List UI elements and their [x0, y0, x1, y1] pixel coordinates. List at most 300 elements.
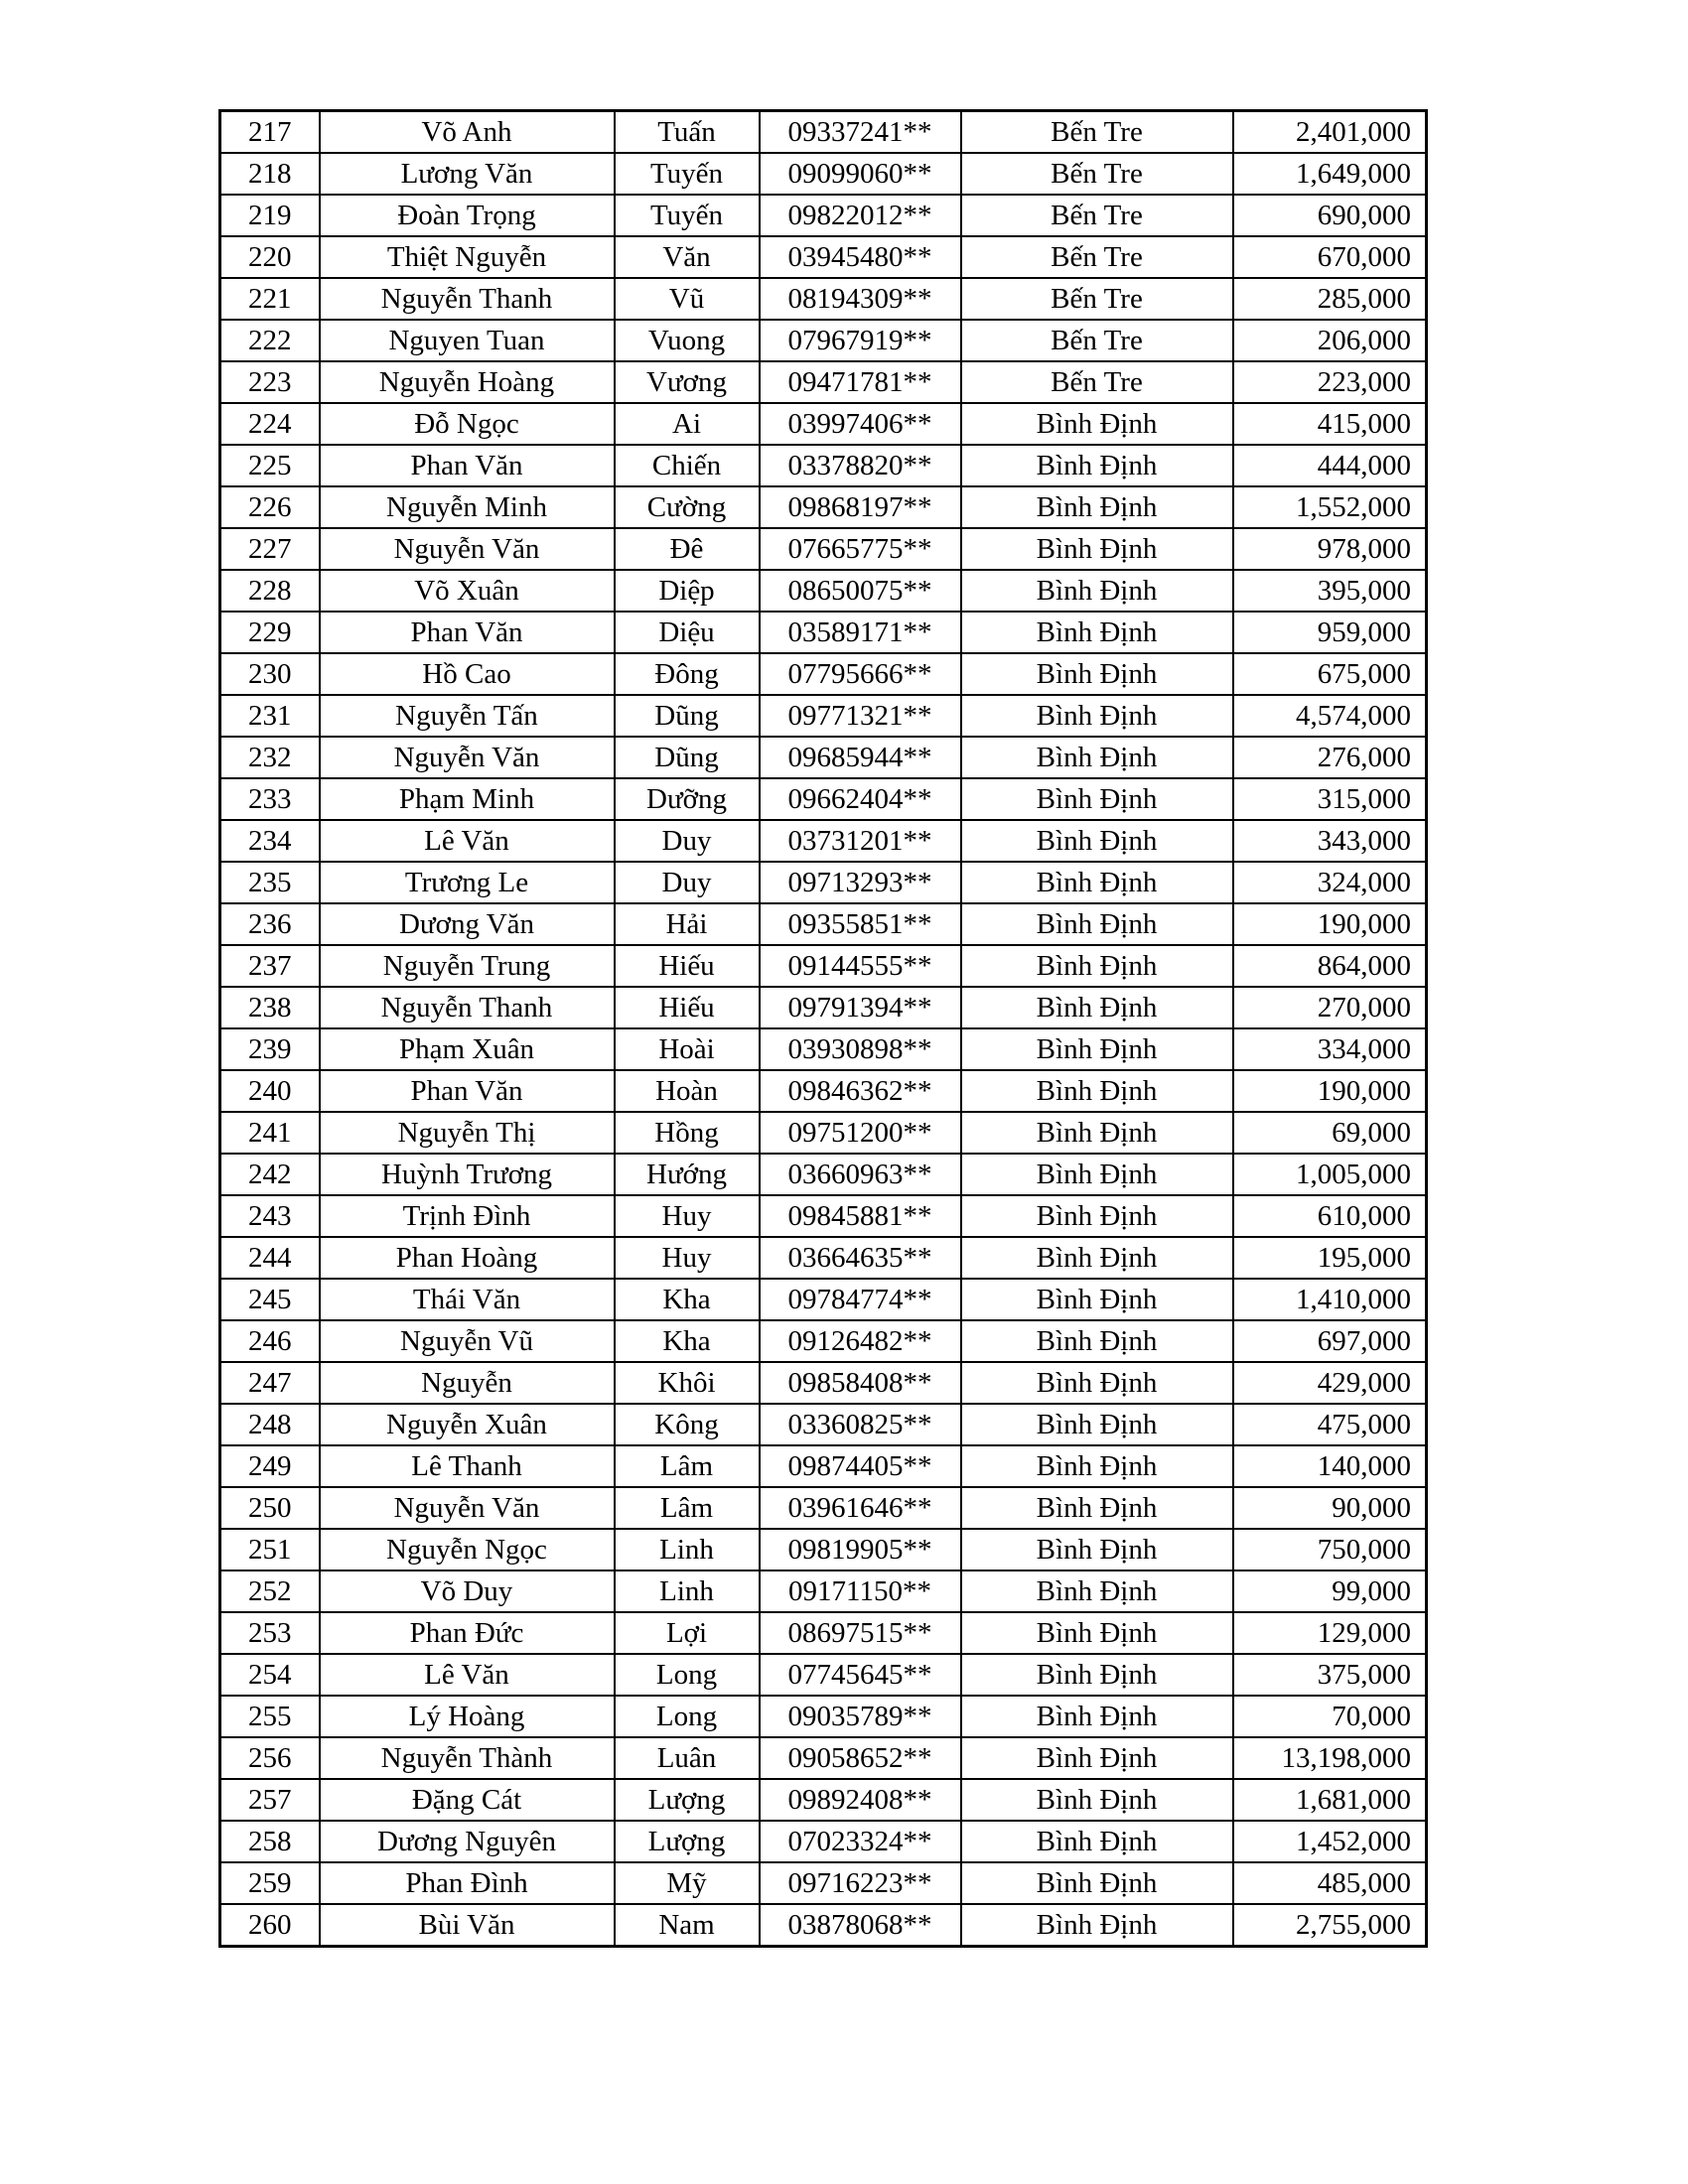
- given-name-cell: Hướng: [615, 1154, 760, 1195]
- phone-number-cell: 09171150**: [760, 1570, 961, 1612]
- phone-number-cell: 07023324**: [760, 1821, 961, 1862]
- province-cell: Bình Định: [961, 1195, 1233, 1237]
- family-middle-name-cell: Nguyễn Ngọc: [320, 1529, 615, 1570]
- family-middle-name-cell: Thái Văn: [320, 1279, 615, 1320]
- province-cell: Bình Định: [961, 1654, 1233, 1696]
- amount-cell: 1,452,000: [1233, 1821, 1427, 1862]
- row-number-cell: 242: [220, 1154, 320, 1195]
- amount-cell: 190,000: [1233, 903, 1427, 945]
- province-cell: Bến Tre: [961, 195, 1233, 236]
- row-number-cell: 252: [220, 1570, 320, 1612]
- row-number-cell: 246: [220, 1320, 320, 1362]
- amount-cell: 670,000: [1233, 236, 1427, 278]
- family-middle-name-cell: Võ Anh: [320, 111, 615, 154]
- family-middle-name-cell: Phan Văn: [320, 1070, 615, 1112]
- row-number-cell: 258: [220, 1821, 320, 1862]
- family-middle-name-cell: Lê Văn: [320, 1654, 615, 1696]
- amount-cell: 324,000: [1233, 862, 1427, 903]
- row-number-cell: 239: [220, 1028, 320, 1070]
- phone-number-cell: 09713293**: [760, 862, 961, 903]
- table-row: [220, 1862, 1427, 1904]
- province-cell: Bình Định: [961, 1487, 1233, 1529]
- phone-number-cell: 09874405**: [760, 1445, 961, 1487]
- family-middle-name-cell: Lê Văn: [320, 820, 615, 862]
- phone-number-cell: 09337241**: [760, 111, 961, 154]
- amount-cell: 375,000: [1233, 1654, 1427, 1696]
- row-number-cell: 249: [220, 1445, 320, 1487]
- amount-cell: 1,005,000: [1233, 1154, 1427, 1195]
- phone-number-cell: 09892408**: [760, 1779, 961, 1821]
- province-cell: Bến Tre: [961, 153, 1233, 195]
- table-row: [220, 1821, 1427, 1862]
- given-name-cell: Huy: [615, 1195, 760, 1237]
- province-cell: Bình Định: [961, 737, 1233, 778]
- phone-number-cell: 09035789**: [760, 1696, 961, 1737]
- amount-cell: 223,000: [1233, 361, 1427, 403]
- given-name-cell: Hồng: [615, 1112, 760, 1154]
- family-middle-name-cell: Nguyễn Thanh: [320, 987, 615, 1028]
- province-cell: Bình Định: [961, 1320, 1233, 1362]
- row-number-cell: 256: [220, 1737, 320, 1779]
- amount-cell: 195,000: [1233, 1237, 1427, 1279]
- province-cell: Bình Định: [961, 403, 1233, 445]
- family-middle-name-cell: Phạm Minh: [320, 778, 615, 820]
- table-row: [220, 1320, 1427, 1362]
- row-number-cell: 229: [220, 612, 320, 653]
- amount-cell: 2,401,000: [1233, 111, 1427, 154]
- table-row: [220, 1028, 1427, 1070]
- given-name-cell: Huy: [615, 1237, 760, 1279]
- amount-cell: 1,649,000: [1233, 153, 1427, 195]
- row-number-cell: 240: [220, 1070, 320, 1112]
- province-cell: Bến Tre: [961, 361, 1233, 403]
- given-name-cell: Tuyến: [615, 153, 760, 195]
- row-number-cell: 236: [220, 903, 320, 945]
- amount-cell: 190,000: [1233, 1070, 1427, 1112]
- row-number-cell: 255: [220, 1696, 320, 1737]
- family-middle-name-cell: Lý Hoàng: [320, 1696, 615, 1737]
- given-name-cell: Lượng: [615, 1779, 760, 1821]
- table-row: [220, 361, 1427, 403]
- province-cell: Bình Định: [961, 612, 1233, 653]
- amount-cell: 315,000: [1233, 778, 1427, 820]
- row-number-cell: 254: [220, 1654, 320, 1696]
- amount-cell: 675,000: [1233, 653, 1427, 695]
- phone-number-cell: 09685944**: [760, 737, 961, 778]
- province-cell: Bình Định: [961, 570, 1233, 612]
- given-name-cell: Vuong: [615, 320, 760, 361]
- family-middle-name-cell: Nguyen Tuan: [320, 320, 615, 361]
- family-middle-name-cell: Nguyễn Vũ: [320, 1320, 615, 1362]
- amount-cell: 276,000: [1233, 737, 1427, 778]
- given-name-cell: Đê: [615, 528, 760, 570]
- phone-number-cell: 03930898**: [760, 1028, 961, 1070]
- family-middle-name-cell: Phan Đức: [320, 1612, 615, 1654]
- family-middle-name-cell: Nguyễn: [320, 1362, 615, 1404]
- family-middle-name-cell: Lê Thanh: [320, 1445, 615, 1487]
- province-cell: Bình Định: [961, 820, 1233, 862]
- province-cell: Bình Định: [961, 528, 1233, 570]
- given-name-cell: Hoài: [615, 1028, 760, 1070]
- province-cell: Bình Định: [961, 1696, 1233, 1737]
- row-number-cell: 247: [220, 1362, 320, 1404]
- province-cell: Bình Định: [961, 695, 1233, 737]
- table-row: [220, 1195, 1427, 1237]
- recipient-list-table: [218, 109, 1428, 1948]
- row-number-cell: 225: [220, 445, 320, 486]
- family-middle-name-cell: Nguyễn Trung: [320, 945, 615, 987]
- phone-number-cell: 09662404**: [760, 778, 961, 820]
- row-number-cell: 228: [220, 570, 320, 612]
- province-cell: Bình Định: [961, 903, 1233, 945]
- province-cell: Bình Định: [961, 486, 1233, 528]
- phone-number-cell: 09355851**: [760, 903, 961, 945]
- given-name-cell: Chiến: [615, 445, 760, 486]
- table-row: [220, 653, 1427, 695]
- table-row: [220, 486, 1427, 528]
- table-row: [220, 1570, 1427, 1612]
- family-middle-name-cell: Dương Nguyên: [320, 1821, 615, 1862]
- row-number-cell: 230: [220, 653, 320, 695]
- amount-cell: 690,000: [1233, 195, 1427, 236]
- phone-number-cell: 09716223**: [760, 1862, 961, 1904]
- amount-cell: 343,000: [1233, 820, 1427, 862]
- given-name-cell: Nam: [615, 1904, 760, 1947]
- table-row: [220, 1904, 1427, 1947]
- phone-number-cell: 09771321**: [760, 695, 961, 737]
- family-middle-name-cell: Nguyễn Xuân: [320, 1404, 615, 1445]
- table-row: [220, 1529, 1427, 1570]
- phone-number-cell: 03360825**: [760, 1404, 961, 1445]
- family-middle-name-cell: Trịnh Đình: [320, 1195, 615, 1237]
- phone-number-cell: 03664635**: [760, 1237, 961, 1279]
- province-cell: Bình Định: [961, 1862, 1233, 1904]
- given-name-cell: Lâm: [615, 1487, 760, 1529]
- province-cell: Bình Định: [961, 445, 1233, 486]
- phone-number-cell: 09791394**: [760, 987, 961, 1028]
- row-number-cell: 233: [220, 778, 320, 820]
- province-cell: Bình Định: [961, 1445, 1233, 1487]
- given-name-cell: Diệp: [615, 570, 760, 612]
- family-middle-name-cell: Nguyễn Hoàng: [320, 361, 615, 403]
- phone-number-cell: 07665775**: [760, 528, 961, 570]
- given-name-cell: Kha: [615, 1279, 760, 1320]
- family-middle-name-cell: Phan Hoàng: [320, 1237, 615, 1279]
- table-row: [220, 445, 1427, 486]
- phone-number-cell: 08194309**: [760, 278, 961, 320]
- family-middle-name-cell: Võ Xuân: [320, 570, 615, 612]
- amount-cell: 485,000: [1233, 1862, 1427, 1904]
- amount-cell: 697,000: [1233, 1320, 1427, 1362]
- given-name-cell: Hiếu: [615, 945, 760, 987]
- table-row: [220, 987, 1427, 1028]
- amount-cell: 978,000: [1233, 528, 1427, 570]
- province-cell: Bình Định: [961, 862, 1233, 903]
- province-cell: Bình Định: [961, 1529, 1233, 1570]
- row-number-cell: 243: [220, 1195, 320, 1237]
- phone-number-cell: 03878068**: [760, 1904, 961, 1947]
- given-name-cell: Khôi: [615, 1362, 760, 1404]
- given-name-cell: Lợi: [615, 1612, 760, 1654]
- row-number-cell: 234: [220, 820, 320, 862]
- amount-cell: 429,000: [1233, 1362, 1427, 1404]
- row-number-cell: 217: [220, 111, 320, 154]
- row-number-cell: 223: [220, 361, 320, 403]
- family-middle-name-cell: Đỗ Ngọc: [320, 403, 615, 445]
- table-row: [220, 403, 1427, 445]
- table-row: [220, 862, 1427, 903]
- province-cell: Bình Định: [961, 1570, 1233, 1612]
- amount-cell: 206,000: [1233, 320, 1427, 361]
- phone-number-cell: 07967919**: [760, 320, 961, 361]
- phone-number-cell: 07795666**: [760, 653, 961, 695]
- amount-cell: 90,000: [1233, 1487, 1427, 1529]
- table-body: [220, 111, 1427, 1947]
- family-middle-name-cell: Nguyễn Văn: [320, 528, 615, 570]
- given-name-cell: Long: [615, 1654, 760, 1696]
- row-number-cell: 227: [220, 528, 320, 570]
- given-name-cell: Dũng: [615, 695, 760, 737]
- given-name-cell: Duy: [615, 862, 760, 903]
- family-middle-name-cell: Hồ Cao: [320, 653, 615, 695]
- given-name-cell: Vương: [615, 361, 760, 403]
- amount-cell: 415,000: [1233, 403, 1427, 445]
- family-middle-name-cell: Phan Đình: [320, 1862, 615, 1904]
- amount-cell: 395,000: [1233, 570, 1427, 612]
- family-middle-name-cell: Phan Văn: [320, 612, 615, 653]
- phone-number-cell: 09471781**: [760, 361, 961, 403]
- phone-number-cell: 09126482**: [760, 1320, 961, 1362]
- table-row: [220, 1445, 1427, 1487]
- amount-cell: 285,000: [1233, 278, 1427, 320]
- province-cell: Bình Định: [961, 1404, 1233, 1445]
- amount-cell: 334,000: [1233, 1028, 1427, 1070]
- given-name-cell: Tuấn: [615, 111, 760, 154]
- amount-cell: 1,681,000: [1233, 1779, 1427, 1821]
- province-cell: Bến Tre: [961, 320, 1233, 361]
- given-name-cell: Duy: [615, 820, 760, 862]
- province-cell: Bình Định: [961, 1028, 1233, 1070]
- given-name-cell: Kha: [615, 1320, 760, 1362]
- row-number-cell: 260: [220, 1904, 320, 1947]
- row-number-cell: 241: [220, 1112, 320, 1154]
- row-number-cell: 244: [220, 1237, 320, 1279]
- table-row: [220, 820, 1427, 862]
- row-number-cell: 226: [220, 486, 320, 528]
- given-name-cell: Tuyến: [615, 195, 760, 236]
- table-row: [220, 195, 1427, 236]
- table-row: [220, 153, 1427, 195]
- amount-cell: 13,198,000: [1233, 1737, 1427, 1779]
- family-middle-name-cell: Huỳnh Trương: [320, 1154, 615, 1195]
- phone-number-cell: 09058652**: [760, 1737, 961, 1779]
- row-number-cell: 259: [220, 1862, 320, 1904]
- given-name-cell: Long: [615, 1696, 760, 1737]
- phone-number-cell: 07745645**: [760, 1654, 961, 1696]
- row-number-cell: 232: [220, 737, 320, 778]
- province-cell: Bình Định: [961, 1779, 1233, 1821]
- row-number-cell: 221: [220, 278, 320, 320]
- table-row: [220, 570, 1427, 612]
- given-name-cell: Hải: [615, 903, 760, 945]
- given-name-cell: Luân: [615, 1737, 760, 1779]
- row-number-cell: 220: [220, 236, 320, 278]
- family-middle-name-cell: Võ Duy: [320, 1570, 615, 1612]
- phone-number-cell: 03997406**: [760, 403, 961, 445]
- amount-cell: 70,000: [1233, 1696, 1427, 1737]
- amount-cell: 270,000: [1233, 987, 1427, 1028]
- phone-number-cell: 03660963**: [760, 1154, 961, 1195]
- province-cell: Bình Định: [961, 1904, 1233, 1947]
- phone-number-cell: 03731201**: [760, 820, 961, 862]
- given-name-cell: Dưỡng: [615, 778, 760, 820]
- province-cell: Bình Định: [961, 945, 1233, 987]
- table-row: [220, 1279, 1427, 1320]
- given-name-cell: Linh: [615, 1529, 760, 1570]
- row-number-cell: 257: [220, 1779, 320, 1821]
- table-row: [220, 278, 1427, 320]
- family-middle-name-cell: Nguyễn Văn: [320, 1487, 615, 1529]
- given-name-cell: Hoàn: [615, 1070, 760, 1112]
- phone-number-cell: 09819905**: [760, 1529, 961, 1570]
- table-row: [220, 1487, 1427, 1529]
- phone-number-cell: 03589171**: [760, 612, 961, 653]
- table-row: [220, 695, 1427, 737]
- province-cell: Bình Định: [961, 1070, 1233, 1112]
- province-cell: Bến Tre: [961, 278, 1233, 320]
- given-name-cell: Linh: [615, 1570, 760, 1612]
- province-cell: Bình Định: [961, 1237, 1233, 1279]
- table-row: [220, 903, 1427, 945]
- table-row: [220, 1737, 1427, 1779]
- family-middle-name-cell: Phạm Xuân: [320, 1028, 615, 1070]
- given-name-cell: Diệu: [615, 612, 760, 653]
- table-row: [220, 1154, 1427, 1195]
- phone-number-cell: 09858408**: [760, 1362, 961, 1404]
- table-row: [220, 1612, 1427, 1654]
- family-middle-name-cell: Đặng Cát: [320, 1779, 615, 1821]
- given-name-cell: Mỹ: [615, 1862, 760, 1904]
- phone-number-cell: 09845881**: [760, 1195, 961, 1237]
- family-middle-name-cell: Đoàn Trọng: [320, 195, 615, 236]
- family-middle-name-cell: Nguyễn Văn: [320, 737, 615, 778]
- table-row: [220, 778, 1427, 820]
- amount-cell: 99,000: [1233, 1570, 1427, 1612]
- province-cell: Bình Định: [961, 778, 1233, 820]
- amount-cell: 140,000: [1233, 1445, 1427, 1487]
- amount-cell: 959,000: [1233, 612, 1427, 653]
- table-row: [220, 528, 1427, 570]
- province-cell: Bình Định: [961, 653, 1233, 695]
- table-row: [220, 1696, 1427, 1737]
- family-middle-name-cell: Thiệt Nguyễn: [320, 236, 615, 278]
- amount-cell: 69,000: [1233, 1112, 1427, 1154]
- given-name-cell: Vũ: [615, 278, 760, 320]
- table-row: [220, 1654, 1427, 1696]
- row-number-cell: 237: [220, 945, 320, 987]
- province-cell: Bình Định: [961, 1112, 1233, 1154]
- family-middle-name-cell: Nguyễn Tấn: [320, 695, 615, 737]
- amount-cell: 1,552,000: [1233, 486, 1427, 528]
- row-number-cell: 238: [220, 987, 320, 1028]
- phone-number-cell: 03961646**: [760, 1487, 961, 1529]
- province-cell: Bến Tre: [961, 236, 1233, 278]
- amount-cell: 475,000: [1233, 1404, 1427, 1445]
- given-name-cell: Kông: [615, 1404, 760, 1445]
- table-row: [220, 236, 1427, 278]
- table-row: [220, 1112, 1427, 1154]
- phone-number-cell: 08697515**: [760, 1612, 961, 1654]
- given-name-cell: Lượng: [615, 1821, 760, 1862]
- province-cell: Bình Định: [961, 1737, 1233, 1779]
- amount-cell: 750,000: [1233, 1529, 1427, 1570]
- table-row: [220, 1404, 1427, 1445]
- given-name-cell: Ai: [615, 403, 760, 445]
- table-row: [220, 1779, 1427, 1821]
- row-number-cell: 235: [220, 862, 320, 903]
- row-number-cell: 222: [220, 320, 320, 361]
- table-row: [220, 111, 1427, 154]
- family-middle-name-cell: Trương Le: [320, 862, 615, 903]
- province-cell: Bình Định: [961, 1279, 1233, 1320]
- amount-cell: 4,574,000: [1233, 695, 1427, 737]
- amount-cell: 610,000: [1233, 1195, 1427, 1237]
- amount-cell: 1,410,000: [1233, 1279, 1427, 1320]
- amount-cell: 129,000: [1233, 1612, 1427, 1654]
- family-middle-name-cell: Nguyễn Minh: [320, 486, 615, 528]
- table-row: [220, 612, 1427, 653]
- row-number-cell: 219: [220, 195, 320, 236]
- phone-number-cell: 09868197**: [760, 486, 961, 528]
- row-number-cell: 231: [220, 695, 320, 737]
- row-number-cell: 253: [220, 1612, 320, 1654]
- province-cell: Bình Định: [961, 1154, 1233, 1195]
- table-row: [220, 1070, 1427, 1112]
- row-number-cell: 250: [220, 1487, 320, 1529]
- table-row: [220, 1362, 1427, 1404]
- given-name-cell: Lâm: [615, 1445, 760, 1487]
- phone-number-cell: 09784774**: [760, 1279, 961, 1320]
- province-cell: Bình Định: [961, 987, 1233, 1028]
- table-row: [220, 320, 1427, 361]
- table-row: [220, 737, 1427, 778]
- family-middle-name-cell: Nguyễn Thành: [320, 1737, 615, 1779]
- row-number-cell: 218: [220, 153, 320, 195]
- family-middle-name-cell: Bùi Văn: [320, 1904, 615, 1947]
- phone-number-cell: 09846362**: [760, 1070, 961, 1112]
- province-cell: Bến Tre: [961, 111, 1233, 154]
- phone-number-cell: 08650075**: [760, 570, 961, 612]
- family-middle-name-cell: Lương Văn: [320, 153, 615, 195]
- row-number-cell: 245: [220, 1279, 320, 1320]
- province-cell: Bình Định: [961, 1821, 1233, 1862]
- given-name-cell: Đông: [615, 653, 760, 695]
- amount-cell: 864,000: [1233, 945, 1427, 987]
- given-name-cell: Hiếu: [615, 987, 760, 1028]
- row-number-cell: 248: [220, 1404, 320, 1445]
- family-middle-name-cell: Phan Văn: [320, 445, 615, 486]
- given-name-cell: Dũng: [615, 737, 760, 778]
- phone-number-cell: 09099060**: [760, 153, 961, 195]
- province-cell: Bình Định: [961, 1612, 1233, 1654]
- amount-cell: 2,755,000: [1233, 1904, 1427, 1947]
- family-middle-name-cell: Dương Văn: [320, 903, 615, 945]
- phone-number-cell: 03945480**: [760, 236, 961, 278]
- row-number-cell: 251: [220, 1529, 320, 1570]
- given-name-cell: Cường: [615, 486, 760, 528]
- family-middle-name-cell: Nguyễn Thị: [320, 1112, 615, 1154]
- province-cell: Bình Định: [961, 1362, 1233, 1404]
